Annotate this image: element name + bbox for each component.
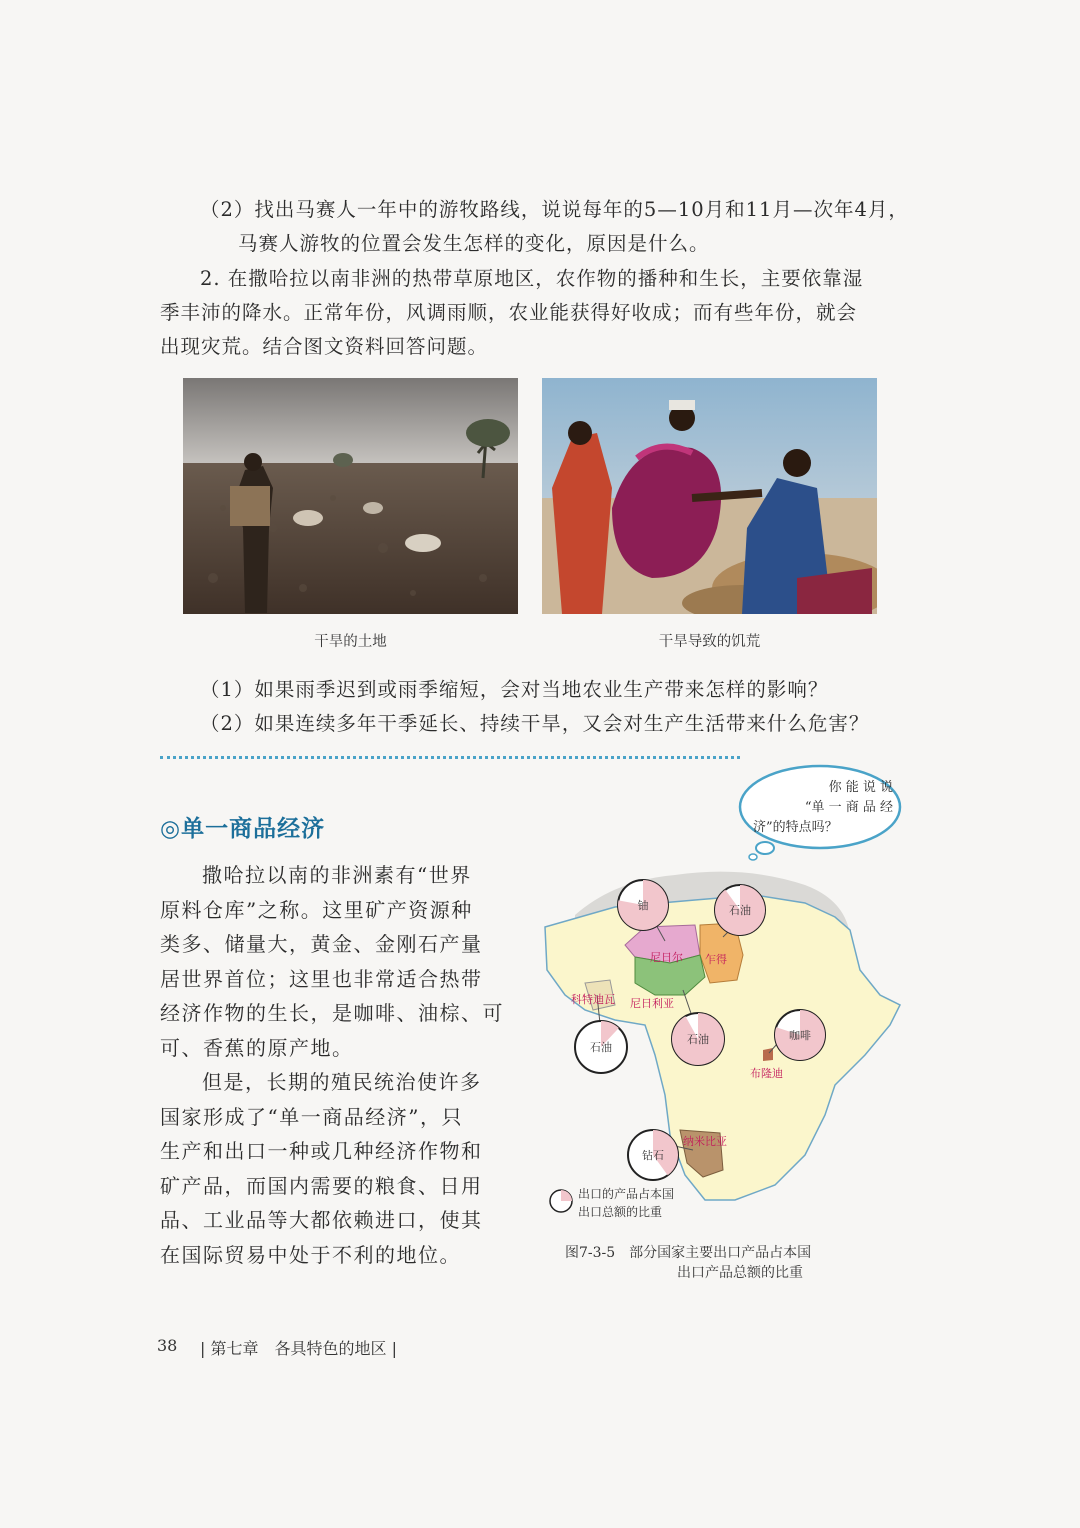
thought-bubble xyxy=(735,762,905,862)
legend-line-1: 出口的产品占本国 xyxy=(578,1187,675,1201)
body-line: 经济作物的生长，是咖啡、油棕、可 xyxy=(160,1001,504,1025)
export-pie-label: 石油 xyxy=(590,1041,612,1054)
africa-export-map xyxy=(505,855,905,1225)
chapter-footer xyxy=(200,1336,397,1359)
item-2-line1: 2. 在撒哈拉以南非洲的热带草原地区，农作物的播种和生长，主要依靠湿 xyxy=(200,267,864,290)
body-line: 品、工业品等大都依赖进口，使其 xyxy=(160,1208,483,1232)
section-divider xyxy=(160,756,740,759)
body-line: 国家形成了“单一商品经济”，只 xyxy=(160,1104,463,1129)
label-namibia: 纳米比亚 xyxy=(683,1135,727,1148)
export-pie-label: 石油 xyxy=(729,904,751,917)
bubble-line-1: 你 能 说 说 xyxy=(828,780,893,795)
export-pie-1 xyxy=(715,885,765,935)
body-line: 在国际贸易中处于不利的地位。 xyxy=(160,1242,461,1267)
export-pie-3 xyxy=(672,1013,724,1065)
famine-photo xyxy=(542,378,877,614)
legend-line-2: 出口总额的比重 xyxy=(578,1205,663,1219)
body-line: 但是，长期的殖民统治使许多 xyxy=(202,1070,482,1094)
body-line: 可、香蕉的原产地。 xyxy=(160,1035,354,1060)
body-line: 原料仓库”之称。这里矿产资源种 xyxy=(160,897,473,922)
question-2-line1: （2）找出马赛人一年中的游牧路线，说说每年的5—10月和11月—次年4月， xyxy=(200,198,909,221)
footer-bar-right: | xyxy=(391,1339,397,1358)
body-line: 居世界首位；这里也非常适合热带 xyxy=(160,966,483,991)
bubble-line-3: 济”的特点吗？ xyxy=(753,820,838,835)
section-body xyxy=(160,858,504,1272)
legend-pie-icon xyxy=(548,1188,574,1214)
export-pie-label: 石油 xyxy=(687,1033,709,1046)
chapter-title: 第七章 各具特色的地区 xyxy=(210,1339,387,1358)
export-pie-label: 咖啡 xyxy=(789,1029,811,1042)
bubble-line-2: “单 一 商 品 经 xyxy=(804,800,893,815)
map-caption-line-1: 图7-3-5 部分国家主要出口产品占本国 xyxy=(565,1245,812,1261)
label-cote-divoire: 科特迪瓦 xyxy=(571,993,615,1006)
footer-bar-left: | xyxy=(200,1339,206,1358)
export-pie-2 xyxy=(575,1021,627,1073)
body-line: 矿产品，而国内需要的粮食、日用 xyxy=(160,1173,483,1198)
export-pie-0 xyxy=(618,880,668,930)
label-nigeria: 尼日利亚 xyxy=(630,997,674,1010)
label-burundi: 布隆迪 xyxy=(750,1067,783,1080)
export-pie-label: 铀 xyxy=(637,899,649,912)
section-title: ◎单一商品经济 xyxy=(160,816,326,842)
question-1: （1）如果雨季迟到或雨季缩短，会对当地农业生产带来怎样的影响？ xyxy=(200,678,829,701)
famine-caption: 干旱导致的饥荒 xyxy=(658,634,761,650)
body-line: 类多、储量大，黄金、金刚石产量 xyxy=(160,932,483,956)
question-2-line2: 马赛人游牧的位置会发生怎样的变化，原因是什么。 xyxy=(238,232,710,255)
export-pie-label: 钻石 xyxy=(642,1149,664,1162)
map-caption xyxy=(565,1243,885,1283)
question-2: （2）如果连续多年干季延长、持续干旱，又会对生产生活带来什么危害？ xyxy=(200,712,870,735)
dry-land-caption: 干旱的土地 xyxy=(314,634,387,650)
body-line: 生产和出口一种或几种经济作物和 xyxy=(160,1139,483,1163)
item-2-line3: 出现灾荒。结合图文资料回答问题。 xyxy=(160,335,489,358)
label-chad: 乍得 xyxy=(705,953,727,966)
dry-land-photo xyxy=(183,378,518,614)
export-pie-4 xyxy=(775,1010,825,1060)
label-niger: 尼日尔 xyxy=(650,951,683,964)
export-pie-5 xyxy=(628,1130,678,1180)
page-number: 38 xyxy=(157,1336,178,1355)
item-2-line2: 季丰沛的降水。正常年份，风调雨顺，农业能获得好收成；而有些年份，就会 xyxy=(160,301,858,324)
body-line: 撒哈拉以南的非洲素有“世界 xyxy=(202,863,472,887)
map-caption-line-2: 出口产品总额的比重 xyxy=(677,1265,803,1281)
